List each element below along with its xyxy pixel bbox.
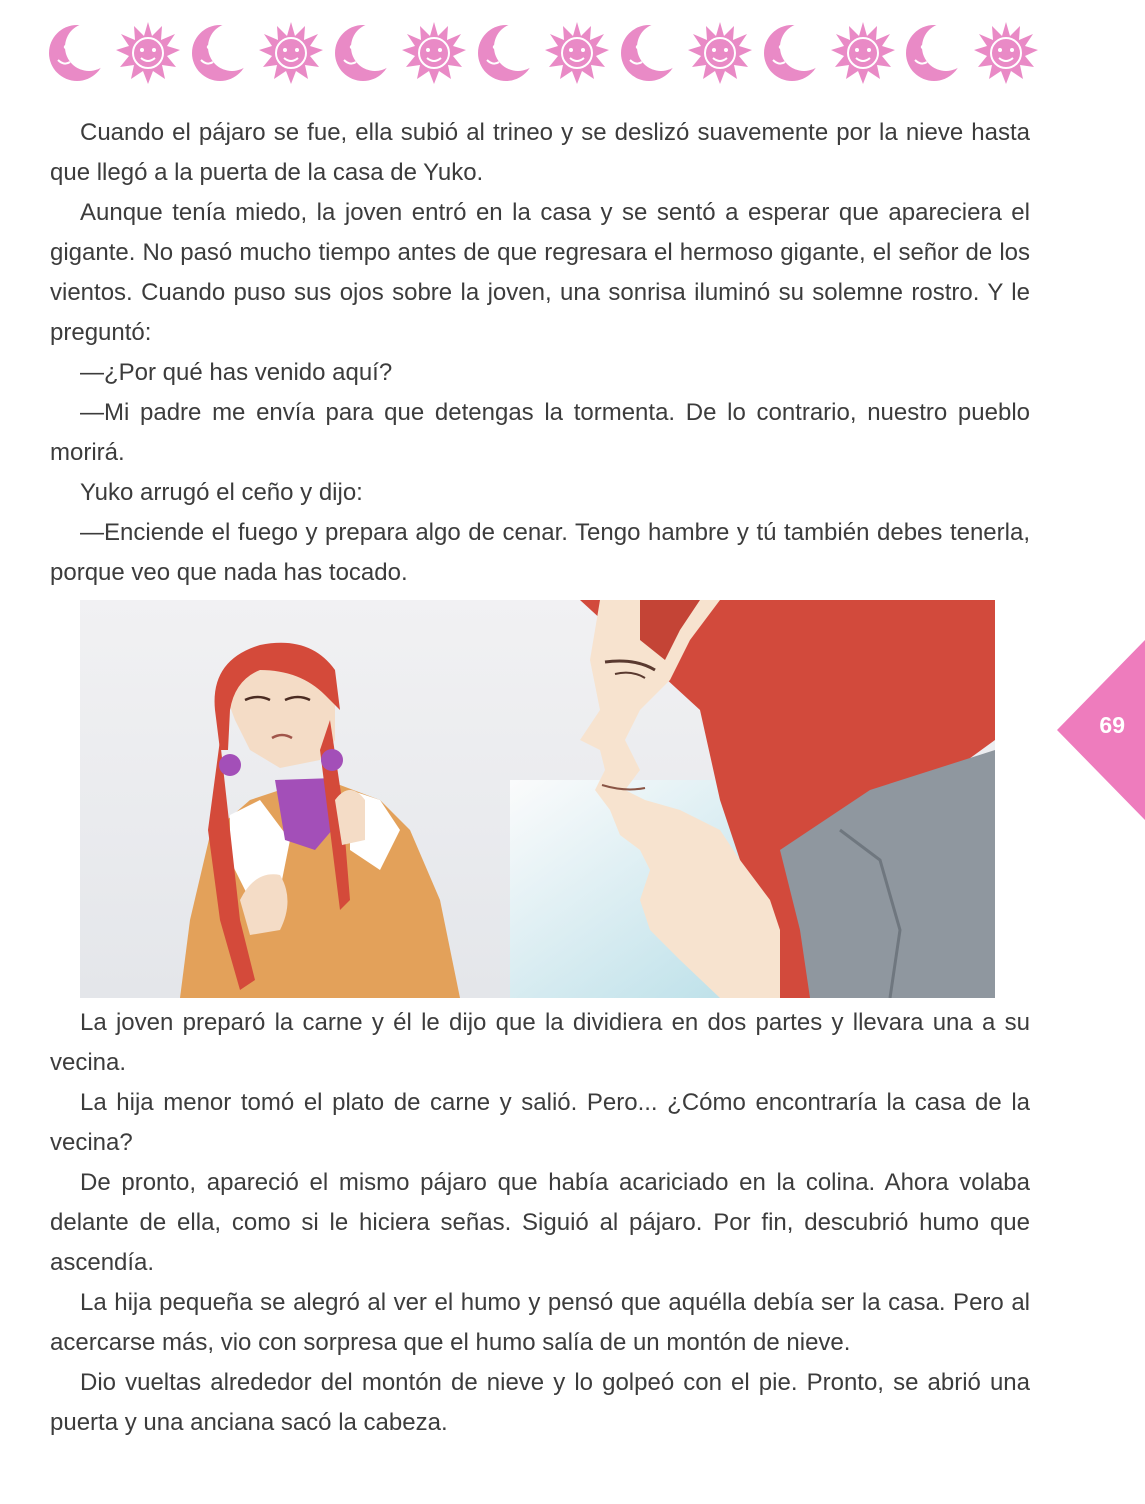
moon-icon [901, 20, 967, 86]
paragraph: Aunque tenía miedo, la joven entró en la casa y se sentó a esperar que apareciera el gigante. No pasó mucho tiempo antes de que regresara el hermoso gigante, el señor de los vientos. Cuando puso sus ojos sobre la joven, una sonrisa iluminó su solemne rostro. Y le preguntó: [50, 199, 1030, 346]
sun-icon [544, 20, 610, 86]
moon-icon [330, 20, 396, 86]
paragraph: Dio vueltas alrededor del montón de nieve y lo golpeó con el pie. Pronto, se abrió una puerta y una anciana sacó la cabeza. [50, 1369, 1030, 1436]
paragraph: La joven preparó la carne y él le dijo que la dividiera en dos partes y llevara una a su vecina. [50, 1009, 1030, 1076]
paragraph: —Mi padre me envía para que detengas la tormenta. De lo contrario, nuestro pueblo morirá. [50, 399, 1030, 466]
paragraph: —¿Por qué has venido aquí? [80, 359, 393, 386]
sun-icon [401, 20, 467, 86]
moon-icon [759, 20, 825, 86]
paragraph: Yuko arrugó el ceño y dijo: [80, 479, 363, 506]
moon-icon [187, 20, 253, 86]
paragraph: Cuando el pájaro se fue, ella subió al trineo y se deslizó suavemente por la nieve hasta que llegó a la puerta de la casa de Yuko. [50, 119, 1030, 186]
sun-icon [258, 20, 324, 86]
sun-icon [687, 20, 753, 86]
story-text-bottom [50, 1003, 1030, 1443]
paragraph: —Enciende el fuego y prepara algo de cenar. Tengo hambre y tú también debes tenerla, porque veo que nada has tocado. [50, 519, 1030, 586]
sun-icon [115, 20, 181, 86]
moon-icon [473, 20, 539, 86]
page-number: 69 [1099, 712, 1125, 738]
decorative-border [44, 18, 1039, 88]
paragraph: La hija pequeña se alegró al ver el humo y pensó que aquélla debía ser la casa. Pero al acercarse más, vio con sorpresa que el humo salía de un montón de nieve. [50, 1289, 1030, 1356]
sun-icon [973, 20, 1039, 86]
moon-icon [44, 20, 110, 86]
story-text-top [50, 113, 1030, 593]
moon-icon [616, 20, 682, 86]
story-illustration [80, 600, 995, 998]
paragraph: De pronto, apareció el mismo pájaro que había acariciado en la colina. Ahora volaba delante de ella, como si le hiciera señas. Siguió al pájaro. Por fin, descubrió humo que ascendía. [50, 1169, 1030, 1276]
paragraph: La hija menor tomó el plato de carne y salió. Pero... ¿Cómo encontraría la casa de la vecina? [50, 1089, 1030, 1156]
sun-icon [830, 20, 896, 86]
